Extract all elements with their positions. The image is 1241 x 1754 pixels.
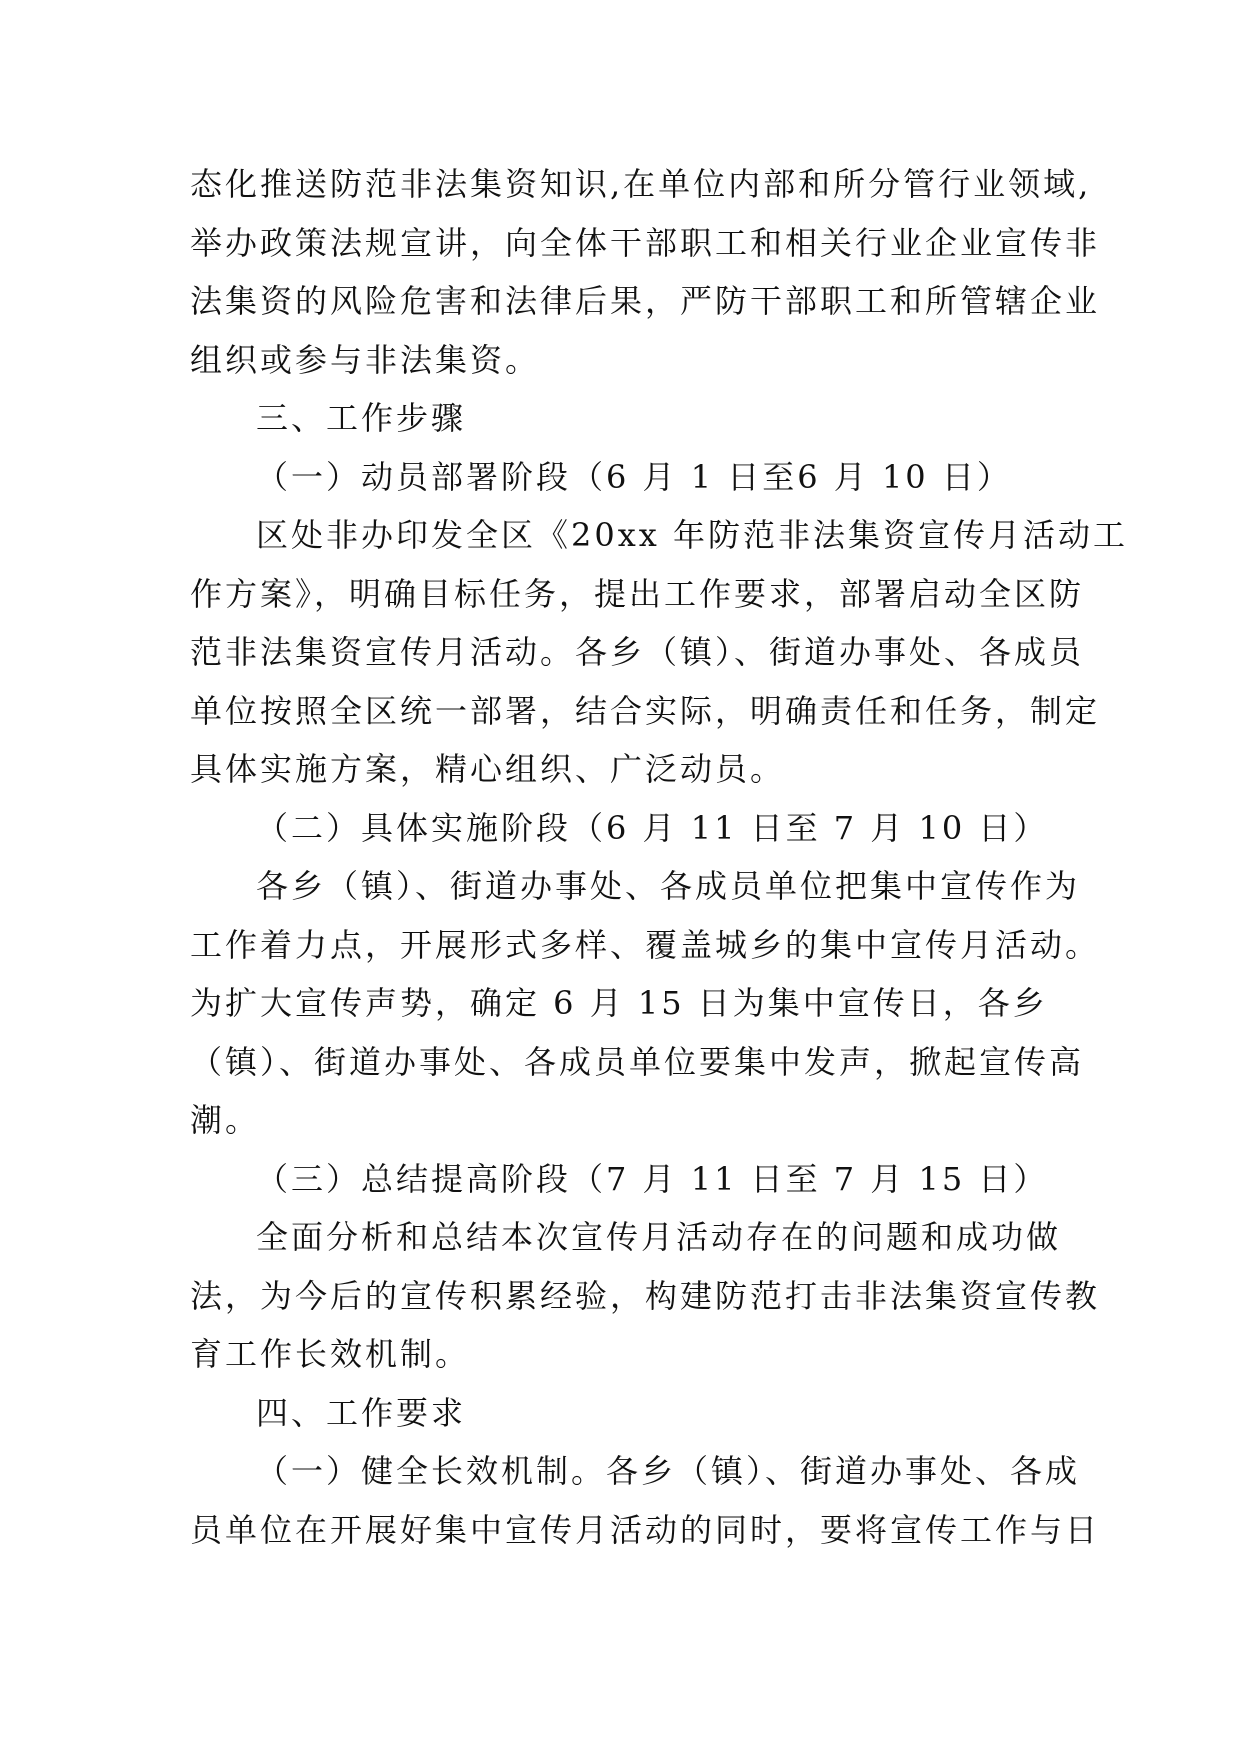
section-heading: 四、工作要求 xyxy=(256,1393,467,1432)
text-line: 为扩大宣传声势，确定 6 月 15 日为集中宣传日，各乡 xyxy=(190,984,1048,1022)
section-heading: 三、工作步骤 xyxy=(256,399,467,437)
text-line: 作方案》，明确目标任务，提出工作要求，部署启动全区防 xyxy=(190,574,1085,613)
subsection-heading: （一）动员部署阶段（6 月 1 日至6 月 10 日） xyxy=(256,457,1012,496)
text-line: 潮。 xyxy=(190,1101,261,1139)
text-line: （一）健全长效机制。各乡（镇）、街道办事处、各成 xyxy=(256,1452,1081,1490)
document-body xyxy=(190,155,1128,1559)
subsection-heading: （二）具体实施阶段（6 月 11 日至 7 月 10 日） xyxy=(256,808,1049,847)
text-line: 举办政策法规宣讲，向全体干部职工和相关行业企业宣传非 xyxy=(190,223,1101,262)
text-line: 具体实施方案，精心组织、广泛动员。 xyxy=(190,750,786,788)
text-line: 态化推送防范非法集资知识,在单位内部和所分管行业领域, xyxy=(190,165,1092,203)
text-line: 法集资的风险危害和法律后果，严防干部职工和所管辖企业 xyxy=(190,282,1101,320)
text-line: 各乡（镇）、街道办事处、各成员单位把集中宣传作为 xyxy=(256,867,1081,905)
text-line: 范非法集资宣传月活动。各乡（镇）、街道办事处、各成员 xyxy=(190,633,1085,671)
text-line: 全面分析和总结本次宣传月活动存在的问题和成功做 xyxy=(256,1218,1062,1256)
text-line: （镇）、街道办事处、各成员单位要集中发声，掀起宣传高 xyxy=(190,1042,1085,1081)
text-line: 工作着力点，开展形式多样、覆盖城乡的集中宣传月活动。 xyxy=(190,925,1101,964)
text-line: 法，为今后的宣传积累经验，构建防范打击非法集资宣传教 xyxy=(190,1276,1101,1315)
text-line: 组织或参与非法集资。 xyxy=(190,340,541,379)
text-line: 员单位在开展好集中宣传月活动的同时，要将宣传工作与日 xyxy=(190,1510,1101,1549)
subsection-heading: （三）总结提高阶段（7 月 11 日至 7 月 15 日） xyxy=(256,1159,1049,1198)
text-line: 育工作长效机制。 xyxy=(190,1335,471,1373)
text-line: 单位按照全区统一部署，结合实际，明确责任和任务，制定 xyxy=(190,691,1101,730)
text-line: 区处非办印发全区《20xx 年防范非法集资宣传月活动工 xyxy=(256,516,1128,554)
